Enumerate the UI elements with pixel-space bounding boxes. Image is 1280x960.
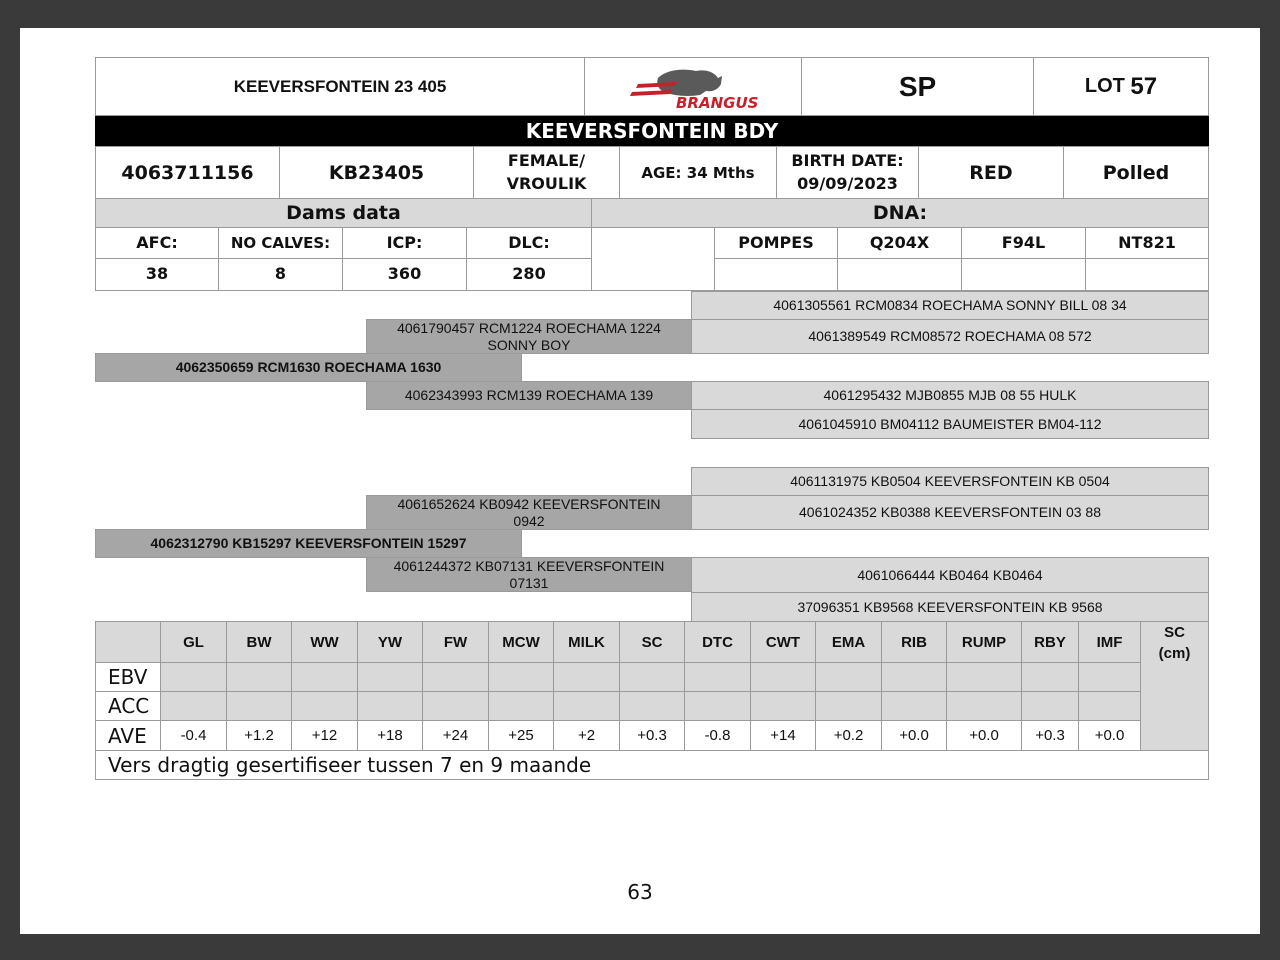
pedigree-dam-dam: 4061244372 KB07131 KEEVERSFONTEIN 07131: [366, 557, 692, 592]
ebv-col-gl: GL: [160, 621, 227, 663]
dna-nt821-value: [1085, 258, 1209, 291]
animal-name: KEEVERSFONTEIN 23 405: [95, 57, 585, 116]
pedigree-ds-dam: 4061024352 KB0388 KEEVERSFONTEIN 03 88: [691, 495, 1209, 530]
age: AGE: 34 Mths: [619, 146, 777, 199]
pedigree-dd-dam: 37096351 KB9568 KEEVERSFONTEIN KB 9568: [691, 592, 1209, 622]
ebv-col-rump: RUMP: [946, 621, 1022, 663]
ebv-value-rib: [881, 662, 947, 692]
ebv-col-sc: SC: [619, 621, 685, 663]
ave-value-dtc: -0.8: [684, 720, 751, 751]
pedigree-sd-sire: 4061295432 MJB0855 MJB 08 55 HULK: [691, 381, 1209, 410]
ave-value-fw: +24: [422, 720, 489, 751]
bull-logo-icon: [618, 64, 768, 110]
dna-nt821-label: NT821: [1085, 227, 1209, 259]
horn-status: Polled: [1063, 146, 1209, 199]
ave-value-rump: +0.0: [946, 720, 1022, 751]
acc-value-rby: [1021, 691, 1079, 721]
ebv-col-bw: BW: [226, 621, 292, 663]
acc-value-dtc: [684, 691, 751, 721]
ave-value-yw: +18: [357, 720, 423, 751]
ave-value-gl: -0.4: [160, 720, 227, 751]
ebv-col-ww: WW: [291, 621, 358, 663]
acc-value-imf: [1078, 691, 1141, 721]
ave-value-imf: +0.0: [1078, 720, 1141, 751]
lot-label: LOT: [1084, 75, 1125, 97]
pedigree-sd-dam: 4061045910 BM04112 BAUMEISTER BM04-112: [691, 409, 1209, 439]
icp-value: 360: [342, 258, 467, 291]
animal-id: 4063711156: [95, 146, 280, 199]
ebv-corner-cell: [95, 621, 161, 663]
pedigree-dam: 4062312790 KB15297 KEEVERSFONTEIN 15297: [95, 529, 522, 558]
ave-value-rib: +0.0: [881, 720, 947, 751]
pedigree-sire-sire: 4061790457 RCM1224 ROECHAMA 1224 SONNY BOY: [366, 319, 692, 354]
ebv-col-imf: IMF: [1078, 621, 1141, 663]
lot-number: 57: [1130, 72, 1158, 100]
dlc-value: 280: [466, 258, 592, 291]
pedigree-dam-sire: 4061652624 KB0942 KEEVERSFONTEIN 0942: [366, 495, 692, 530]
ebv-col-fw: FW: [422, 621, 489, 663]
afc-label: AFC:: [95, 227, 219, 259]
pedigree-ss-dam: 4061389549 RCM08572 ROECHAMA 08 572: [691, 319, 1209, 354]
ebv-value-cwt: [750, 662, 816, 692]
acc-value-gl: [160, 691, 227, 721]
ave-value-cwt: +14: [750, 720, 816, 751]
ebv-col-sc-cm: SC (cm): [1140, 621, 1209, 751]
acc-value-sc: [619, 691, 685, 721]
birth-date-label: BIRTH DATE:: [791, 151, 904, 171]
animal-tag: KB23405: [279, 146, 474, 199]
ebv-value-yw: [357, 662, 423, 692]
logo-text: BRANGUS: [676, 93, 759, 110]
ave-value-ww: +12: [291, 720, 358, 751]
pedigree-sire-dam: 4062343993 RCM139 ROECHAMA 139: [366, 381, 692, 410]
ebv-value-sc: [619, 662, 685, 692]
acc-value-mcw: [488, 691, 554, 721]
ebv-row-label: EBV: [95, 662, 161, 692]
acc-row-label: ACC: [95, 691, 161, 721]
no-calves-value: 8: [218, 258, 343, 291]
ebv-value-rump: [946, 662, 1022, 692]
ebv-col-milk: MILK: [553, 621, 620, 663]
icp-label: ICP:: [342, 227, 467, 259]
sex: FEMALE/ VROULIK: [473, 146, 620, 199]
ebv-col-dtc: DTC: [684, 621, 751, 663]
ebv-value-dtc: [684, 662, 751, 692]
ave-value-sc: +0.3: [619, 720, 685, 751]
acc-value-bw: [226, 691, 292, 721]
acc-value-ema: [815, 691, 882, 721]
pregnancy-note: Vers dragtig gesertifiseer tussen 7 en 9 maande: [95, 750, 1209, 780]
acc-value-rump: [946, 691, 1022, 721]
dlc-label: DLC:: [466, 227, 592, 259]
acc-value-fw: [422, 691, 489, 721]
ebv-value-milk: [553, 662, 620, 692]
acc-value-yw: [357, 691, 423, 721]
ebv-value-gl: [160, 662, 227, 692]
ave-value-rby: +0.3: [1021, 720, 1079, 751]
pedigree-dd-sire: 4061066444 KB0464 KB0464: [691, 557, 1209, 593]
dna-f94l-label: F94L: [961, 227, 1086, 259]
grade: SP: [801, 57, 1034, 116]
pedigree-ss-sire: 4061305561 RCM0834 ROECHAMA SONNY BILL 08 34: [691, 291, 1209, 320]
birth-date: 09/09/2023: [797, 173, 898, 193]
ebv-value-mcw: [488, 662, 554, 692]
dna-q204x-value: [837, 258, 962, 291]
ebv-value-bw: [226, 662, 292, 692]
dna-blank-cell: [591, 227, 715, 291]
ebv-col-ema: EMA: [815, 621, 882, 663]
no-calves-label: NO CALVES:: [218, 227, 343, 259]
colour: RED: [918, 146, 1064, 199]
ave-value-ema: +0.2: [815, 720, 882, 751]
dams-data-title: Dams data: [95, 198, 592, 228]
ebv-col-yw: YW: [357, 621, 423, 663]
ebv-value-rby: [1021, 662, 1079, 692]
lot-box: [1033, 57, 1209, 116]
acc-value-cwt: [750, 691, 816, 721]
birth-date-cell: [776, 146, 919, 199]
ebv-value-fw: [422, 662, 489, 692]
acc-value-rib: [881, 691, 947, 721]
ave-value-milk: +2: [553, 720, 620, 751]
afc-value: 38: [95, 258, 219, 291]
acc-value-ww: [291, 691, 358, 721]
ebv-col-mcw: MCW: [488, 621, 554, 663]
ave-row-label: AVE: [95, 720, 161, 751]
brangus-logo: [584, 57, 802, 116]
ebv-col-rib: RIB: [881, 621, 947, 663]
dna-pompes-label: POMPES: [714, 227, 838, 259]
pedigree-sire: 4062350659 RCM1630 ROECHAMA 1630: [95, 353, 522, 382]
ebv-col-cwt: CWT: [750, 621, 816, 663]
ave-value-mcw: +25: [488, 720, 554, 751]
ebv-value-ema: [815, 662, 882, 692]
dna-f94l-value: [961, 258, 1086, 291]
acc-value-milk: [553, 691, 620, 721]
dna-pompes-value: [714, 258, 838, 291]
ebv-col-rby: RBY: [1021, 621, 1079, 663]
catalogue-page: [20, 28, 1260, 934]
page-number: 63: [627, 880, 653, 904]
ave-value-bw: +1.2: [226, 720, 292, 751]
breeder-bar: KEEVERSFONTEIN BDY: [95, 116, 1209, 146]
ebv-value-imf: [1078, 662, 1141, 692]
dna-q204x-label: Q204X: [837, 227, 962, 259]
pedigree-ds-sire: 4061131975 KB0504 KEEVERSFONTEIN KB 0504: [691, 467, 1209, 496]
dna-title: DNA:: [591, 198, 1209, 228]
ebv-value-ww: [291, 662, 358, 692]
